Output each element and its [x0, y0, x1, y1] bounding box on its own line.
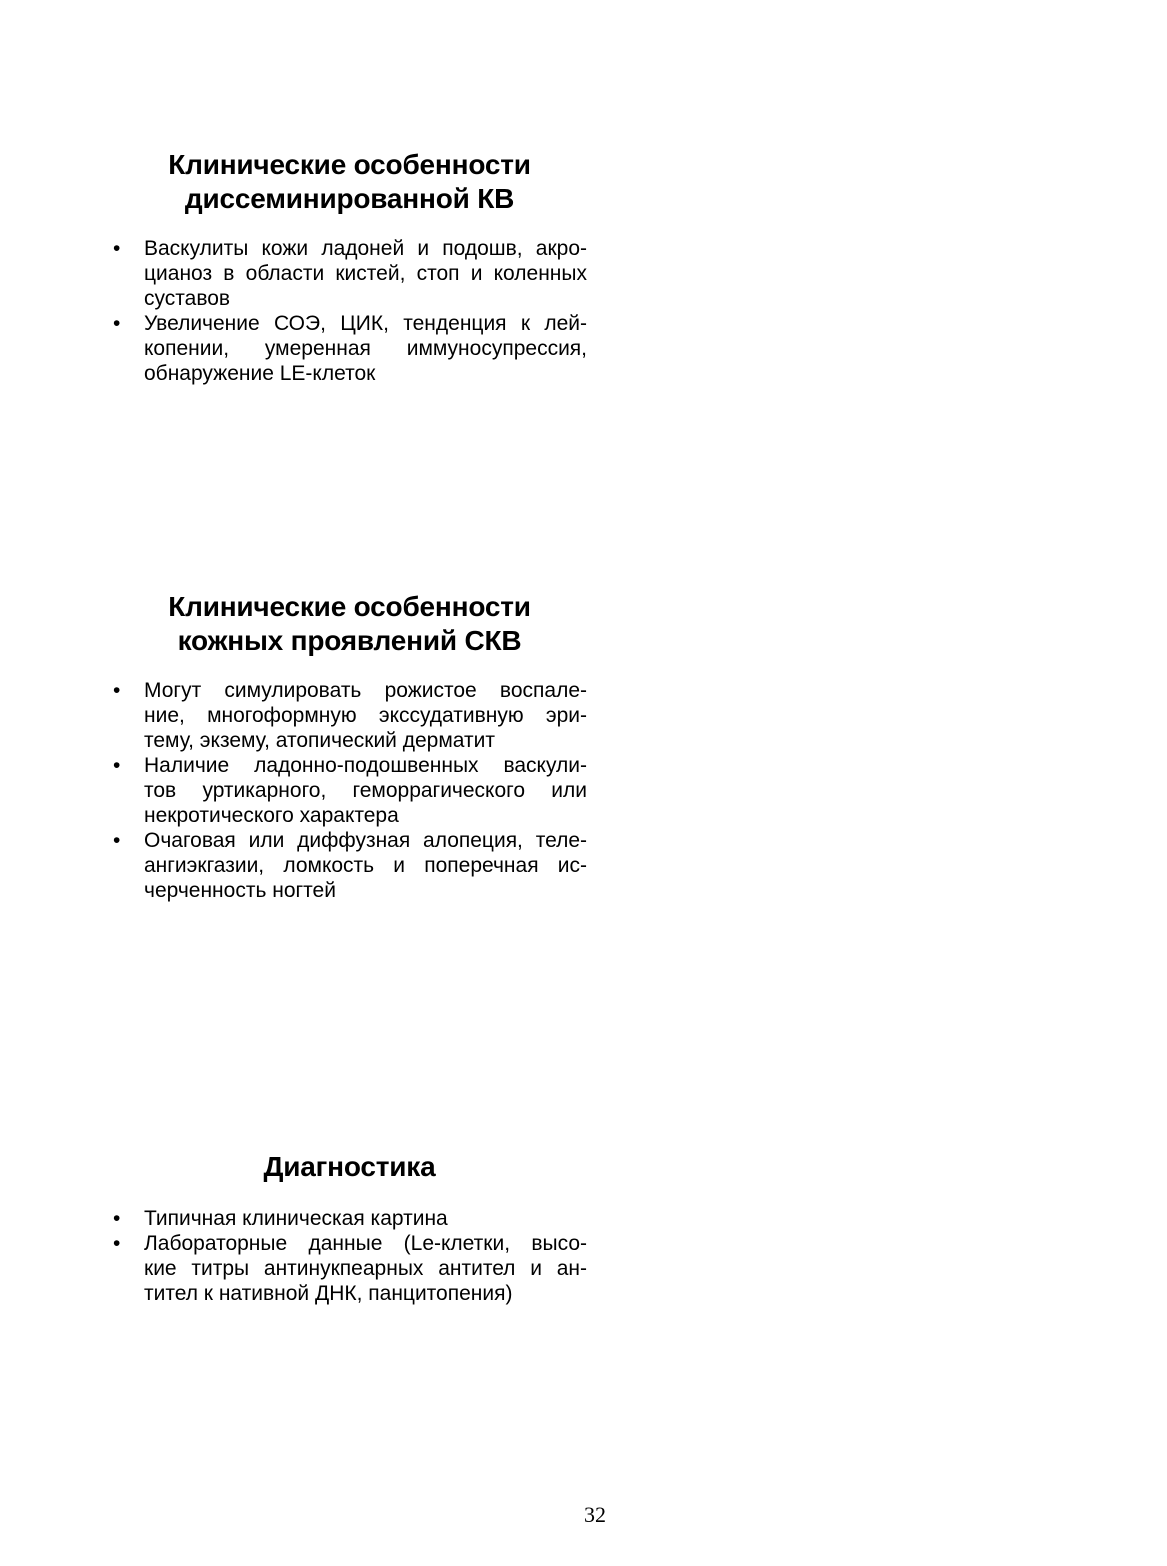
bullet-marker: •: [113, 237, 121, 260]
heading-line: Клинические особенности: [168, 149, 531, 180]
list-item: [112, 311, 587, 386]
section-heading: [112, 1150, 587, 1184]
list-item: [112, 236, 587, 311]
heading-line: кожных проявлений СКВ: [177, 625, 522, 656]
heading-line: Диагностика: [263, 1151, 436, 1182]
heading-line: диссеминированной КВ: [184, 183, 515, 214]
list-item: [112, 1206, 587, 1231]
text-line: тему, экзему, атопический дерматит: [144, 729, 495, 752]
section-disseminated-kv: [112, 148, 587, 386]
bullet-marker: •: [113, 679, 121, 702]
bullet-marker: •: [113, 829, 121, 852]
list-item: [112, 828, 587, 903]
text-line: цианоз в области кистей, стоп и коленных: [144, 262, 587, 285]
text-line: тов уртикарного, геморрагического или: [144, 779, 587, 802]
page-number: 32: [584, 1502, 606, 1527]
text-line: тител к нативной ДНК, панцитопения): [144, 1282, 513, 1305]
text-line: ангиэкгазии, ломкость и поперечная ис-: [144, 854, 587, 877]
text-line: копении, умеренная иммуносупрессия,: [144, 337, 587, 360]
section-skin-manifestations-skv: [112, 590, 587, 903]
text-line: Очаговая или диффузная алопеция, теле-: [144, 829, 587, 852]
list-item: [112, 1231, 587, 1306]
section-diagnostics: [112, 1150, 587, 1306]
text-line: Лабораторные данные (Le-клетки, высо-: [144, 1232, 587, 1255]
bullet-marker: •: [113, 754, 121, 777]
bullet-list: [112, 678, 587, 903]
section-heading: [112, 148, 587, 216]
text-line: Наличие ладонно-подошвенных васкули-: [144, 754, 587, 777]
bullet-marker: •: [113, 312, 121, 335]
heading-line: Клинические особенности: [168, 591, 531, 622]
text-line: Типичная клиническая картина: [144, 1207, 448, 1230]
text-line: ние, многоформную экссудативную эри-: [144, 704, 587, 727]
text-line: Могут симулировать рожистое воспале-: [144, 679, 587, 702]
list-item: [112, 753, 587, 828]
text-line: кие титры антинукпеарных антител и ан-: [144, 1257, 587, 1280]
text-line: черченность ногтей: [144, 879, 336, 902]
bullet-marker: •: [113, 1232, 121, 1255]
section-heading: [112, 590, 587, 658]
list-item: [112, 678, 587, 753]
text-line: суставов: [144, 287, 231, 310]
text-line: Увеличение СОЭ, ЦИК, тенденция к лей-: [144, 312, 587, 335]
bullet-marker: •: [113, 1207, 121, 1230]
bullet-list: [112, 236, 587, 386]
text-line: некротического характера: [144, 804, 399, 827]
text-line: обнаружение LE-клеток: [144, 362, 376, 385]
bullet-list: [112, 1206, 587, 1306]
text-line: Васкулиты кожи ладоней и подошв, акро-: [144, 237, 587, 260]
